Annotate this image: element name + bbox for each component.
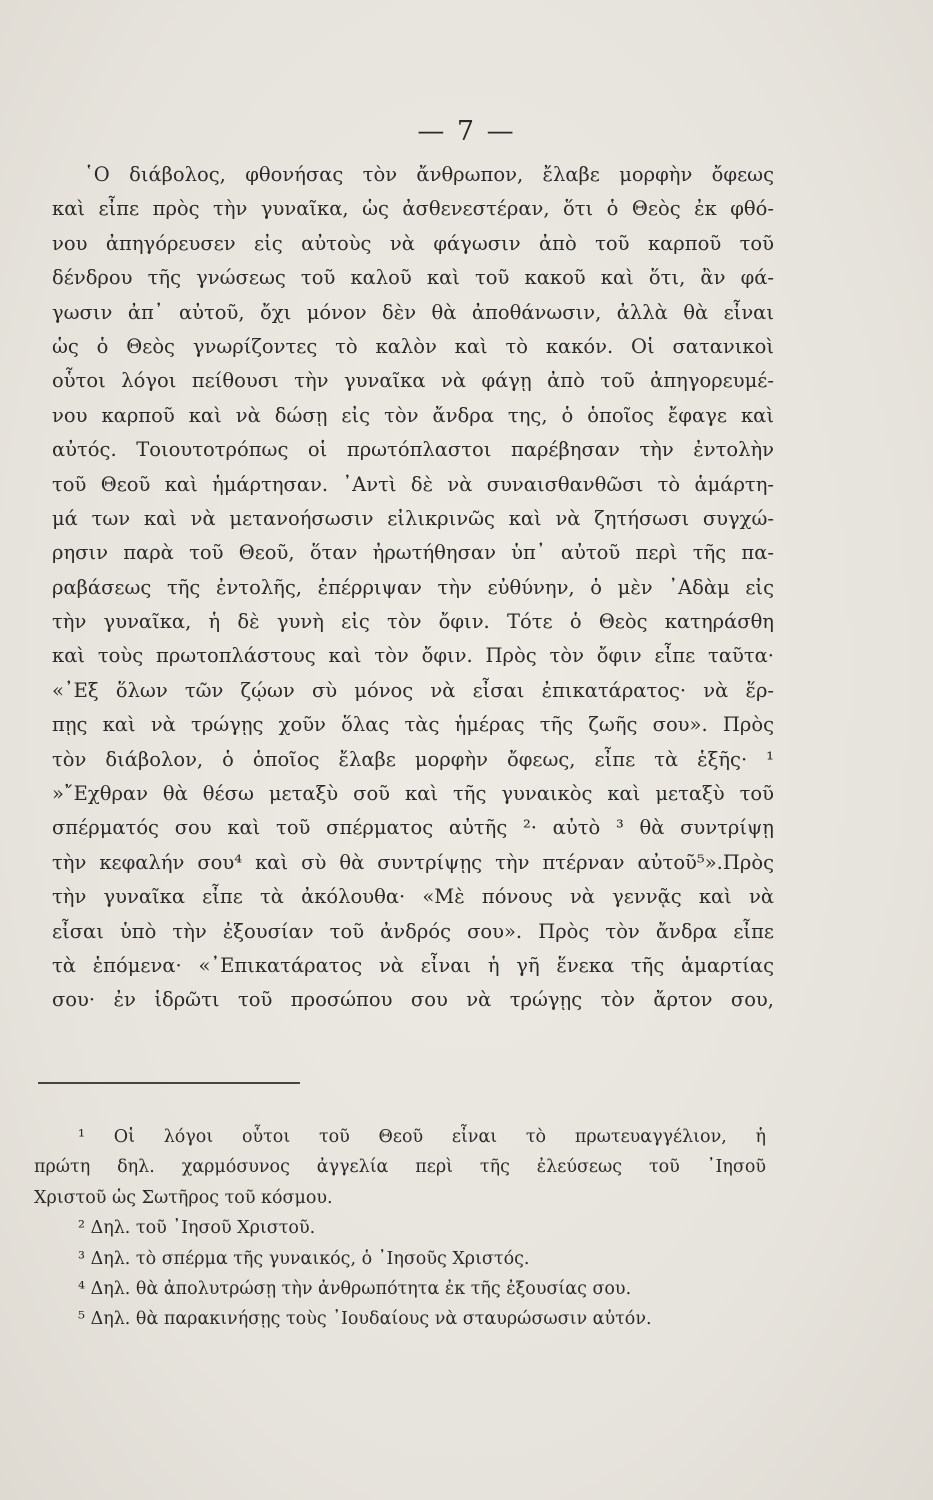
- text-line: ρησιν παρὰ τοῦ Θεοῦ, ὅταν ἠρωτήθησαν ὑπ᾽ αὐτοῦ περὶ τῆς πα-: [52, 541, 774, 565]
- text-line: ὡς ὁ Θεὸς γνωρίζοντες τὸ καλὸν καὶ τὸ κακόν. Οἱ σατανικοὶ: [52, 334, 774, 358]
- text-line: οὗτοι λόγοι πείθουσι τὴν γυναῖκα νὰ φάγῃ ἀπὸ τοῦ ἀπηγορευμέ-: [52, 369, 774, 393]
- text-line: τὸν διάβολον, ὁ ὁποῖος ἔλαβε μορφὴν ὄφεως, εἶπε τὰ ἑξῆς· ¹: [52, 747, 774, 771]
- text-line: σπέρματός σου καὶ τοῦ σπέρματος αὐτῆς ²· αὐτὸ ³ θὰ συντρίψῃ: [52, 816, 774, 840]
- footnote-line: ⁵ Δηλ. θὰ παρακινήσῃς τοὺς ᾿Ιουδαίους νὰ σταυρώσωσιν αὐτόν.: [78, 1309, 652, 1330]
- footnote-line: Χριστοῦ ὡς Σωτῆρος τοῦ κόσμου.: [34, 1187, 333, 1208]
- text-line: γωσιν ἀπ᾽ αὐτοῦ, ὄχι μόνον δὲν θὰ ἀποθάνωσιν, ἀλλὰ θὰ εἶναι: [52, 300, 774, 324]
- text-line: σου· ἐν ἱδρῶτι τοῦ προσώπου σου νὰ τρώγῃς τὸν ἄρτον σου,: [52, 988, 774, 1012]
- text-line: τοῦ Θεοῦ καὶ ἡμάρτησαν. ᾿Αντὶ δὲ νὰ συναισθανθῶσι τὸ ἁμάρτη-: [52, 472, 774, 496]
- text-line: πῃς καὶ νὰ τρώγῃς χοῦν ὅλας τὰς ἡμέρας τῆς ζωῆς σου». Πρὸς: [52, 713, 774, 737]
- text-line: νου ἀπηγόρευσεν εἰς αὐτοὺς νὰ φάγωσιν ἀπὸ τοῦ καρποῦ τοῦ: [52, 231, 774, 255]
- footnote-rule: [38, 1082, 300, 1084]
- text-line: τὴν γυναῖκα, ἡ δὲ γυνὴ εἰς τὸν ὄφιν. Τότε ὁ Θεὸς κατηράσθη: [52, 610, 774, 634]
- footnote-line: ⁴ Δηλ. θὰ ἀπολυτρώσῃ τὴν ἀνθρωπότητα ἐκ τῆς ἐξουσίας σου.: [78, 1278, 632, 1299]
- footnote-line: ¹ Οἱ λόγοι οὗτοι τοῦ Θεοῦ εἶναι τὸ πρωτευαγγέλιον, ἡ: [78, 1127, 766, 1147]
- page-number: — 7 —: [417, 116, 516, 147]
- text-line: »῎Εχθραν θὰ θέσω μεταξὺ σοῦ καὶ τῆς γυναικὸς καὶ μεταξὺ τοῦ: [52, 782, 774, 806]
- text-line: καὶ τοὺς πρωτοπλάστους καὶ τὸν ὄφιν. Πρὸς τὸν ὄφιν εἶπε ταῦτα·: [52, 644, 774, 668]
- text-line: νου καρποῦ καὶ νὰ δώσῃ εἰς τὸν ἄνδρα της, ὁ ὁποῖος ἔφαγε καὶ: [52, 403, 774, 427]
- text-line: ῾Ο διάβολος, φθονήσας τὸν ἄνθρωπον, ἔλαβε μορφὴν ὄφεως: [84, 163, 774, 186]
- text-line: εἶσαι ὑπὸ τὴν ἐξουσίαν τοῦ ἀνδρός σου». Πρὸς τὸν ἄνδρα εἶπε: [52, 919, 774, 943]
- text-line: μά των καὶ νὰ μετανοήσωσιν εἰλικρινῶς καὶ νὰ ζητήσωσι συγχώ-: [52, 506, 774, 530]
- text-line: δένδρου τῆς γνώσεως τοῦ καλοῦ καὶ τοῦ κακοῦ καὶ ὅτι, ἂν φά-: [52, 266, 774, 290]
- footnote-line: ³ Δηλ. τὸ σπέρμα τῆς γυναικός, ὁ ᾿Ιησοῦς Χριστός.: [78, 1248, 530, 1269]
- footnote-line: ² Δηλ. τοῦ ᾿Ιησοῦ Χριστοῦ.: [78, 1218, 316, 1239]
- text-line: τὰ ἑπόμενα· «᾿Επικατάρατος νὰ εἶναι ἡ γῆ ἕνεκα τῆς ἁμαρτίας: [52, 953, 774, 977]
- text-line: τὴν γυναῖκα εἶπε τὰ ἀκόλουθα· «Μὲ πόνους νὰ γεννᾷς καὶ νὰ: [52, 885, 774, 909]
- footnote-line: πρώτη δηλ. χαρμόσυνος ἀγγελία περὶ τῆς ἐλεύσεως τοῦ ᾿Ιησοῦ: [34, 1157, 766, 1178]
- text-line: καὶ εἶπε πρὸς τὴν γυναῖκα, ὡς ἀσθενεστέραν, ὅτι ὁ Θεὸς ἐκ φθό-: [52, 197, 774, 221]
- text-line: αὐτός. Τοιουτοτρόπως οἱ πρωτόπλαστοι παρέβησαν τὴν ἐντολὴν: [52, 438, 774, 462]
- text-line: τὴν κεφαλήν σου⁴ καὶ σὺ θὰ συντρίψῃς τὴν πτέρναν αὐτοῦ⁵».Πρὸς: [52, 850, 774, 874]
- text-line: ραβάσεως τῆς ἐντολῆς, ἐπέρριψαν τὴν εὐθύνην, ὁ μὲν ᾿Αδὰμ εἰς: [52, 575, 774, 599]
- body-text: [52, 158, 774, 1018]
- text-line: «᾿Εξ ὅλων τῶν ζῴων σὺ μόνος νὰ εἶσαι ἐπικατάρατος· νὰ ἕρ-: [52, 678, 774, 702]
- footnotes: [34, 1122, 766, 1335]
